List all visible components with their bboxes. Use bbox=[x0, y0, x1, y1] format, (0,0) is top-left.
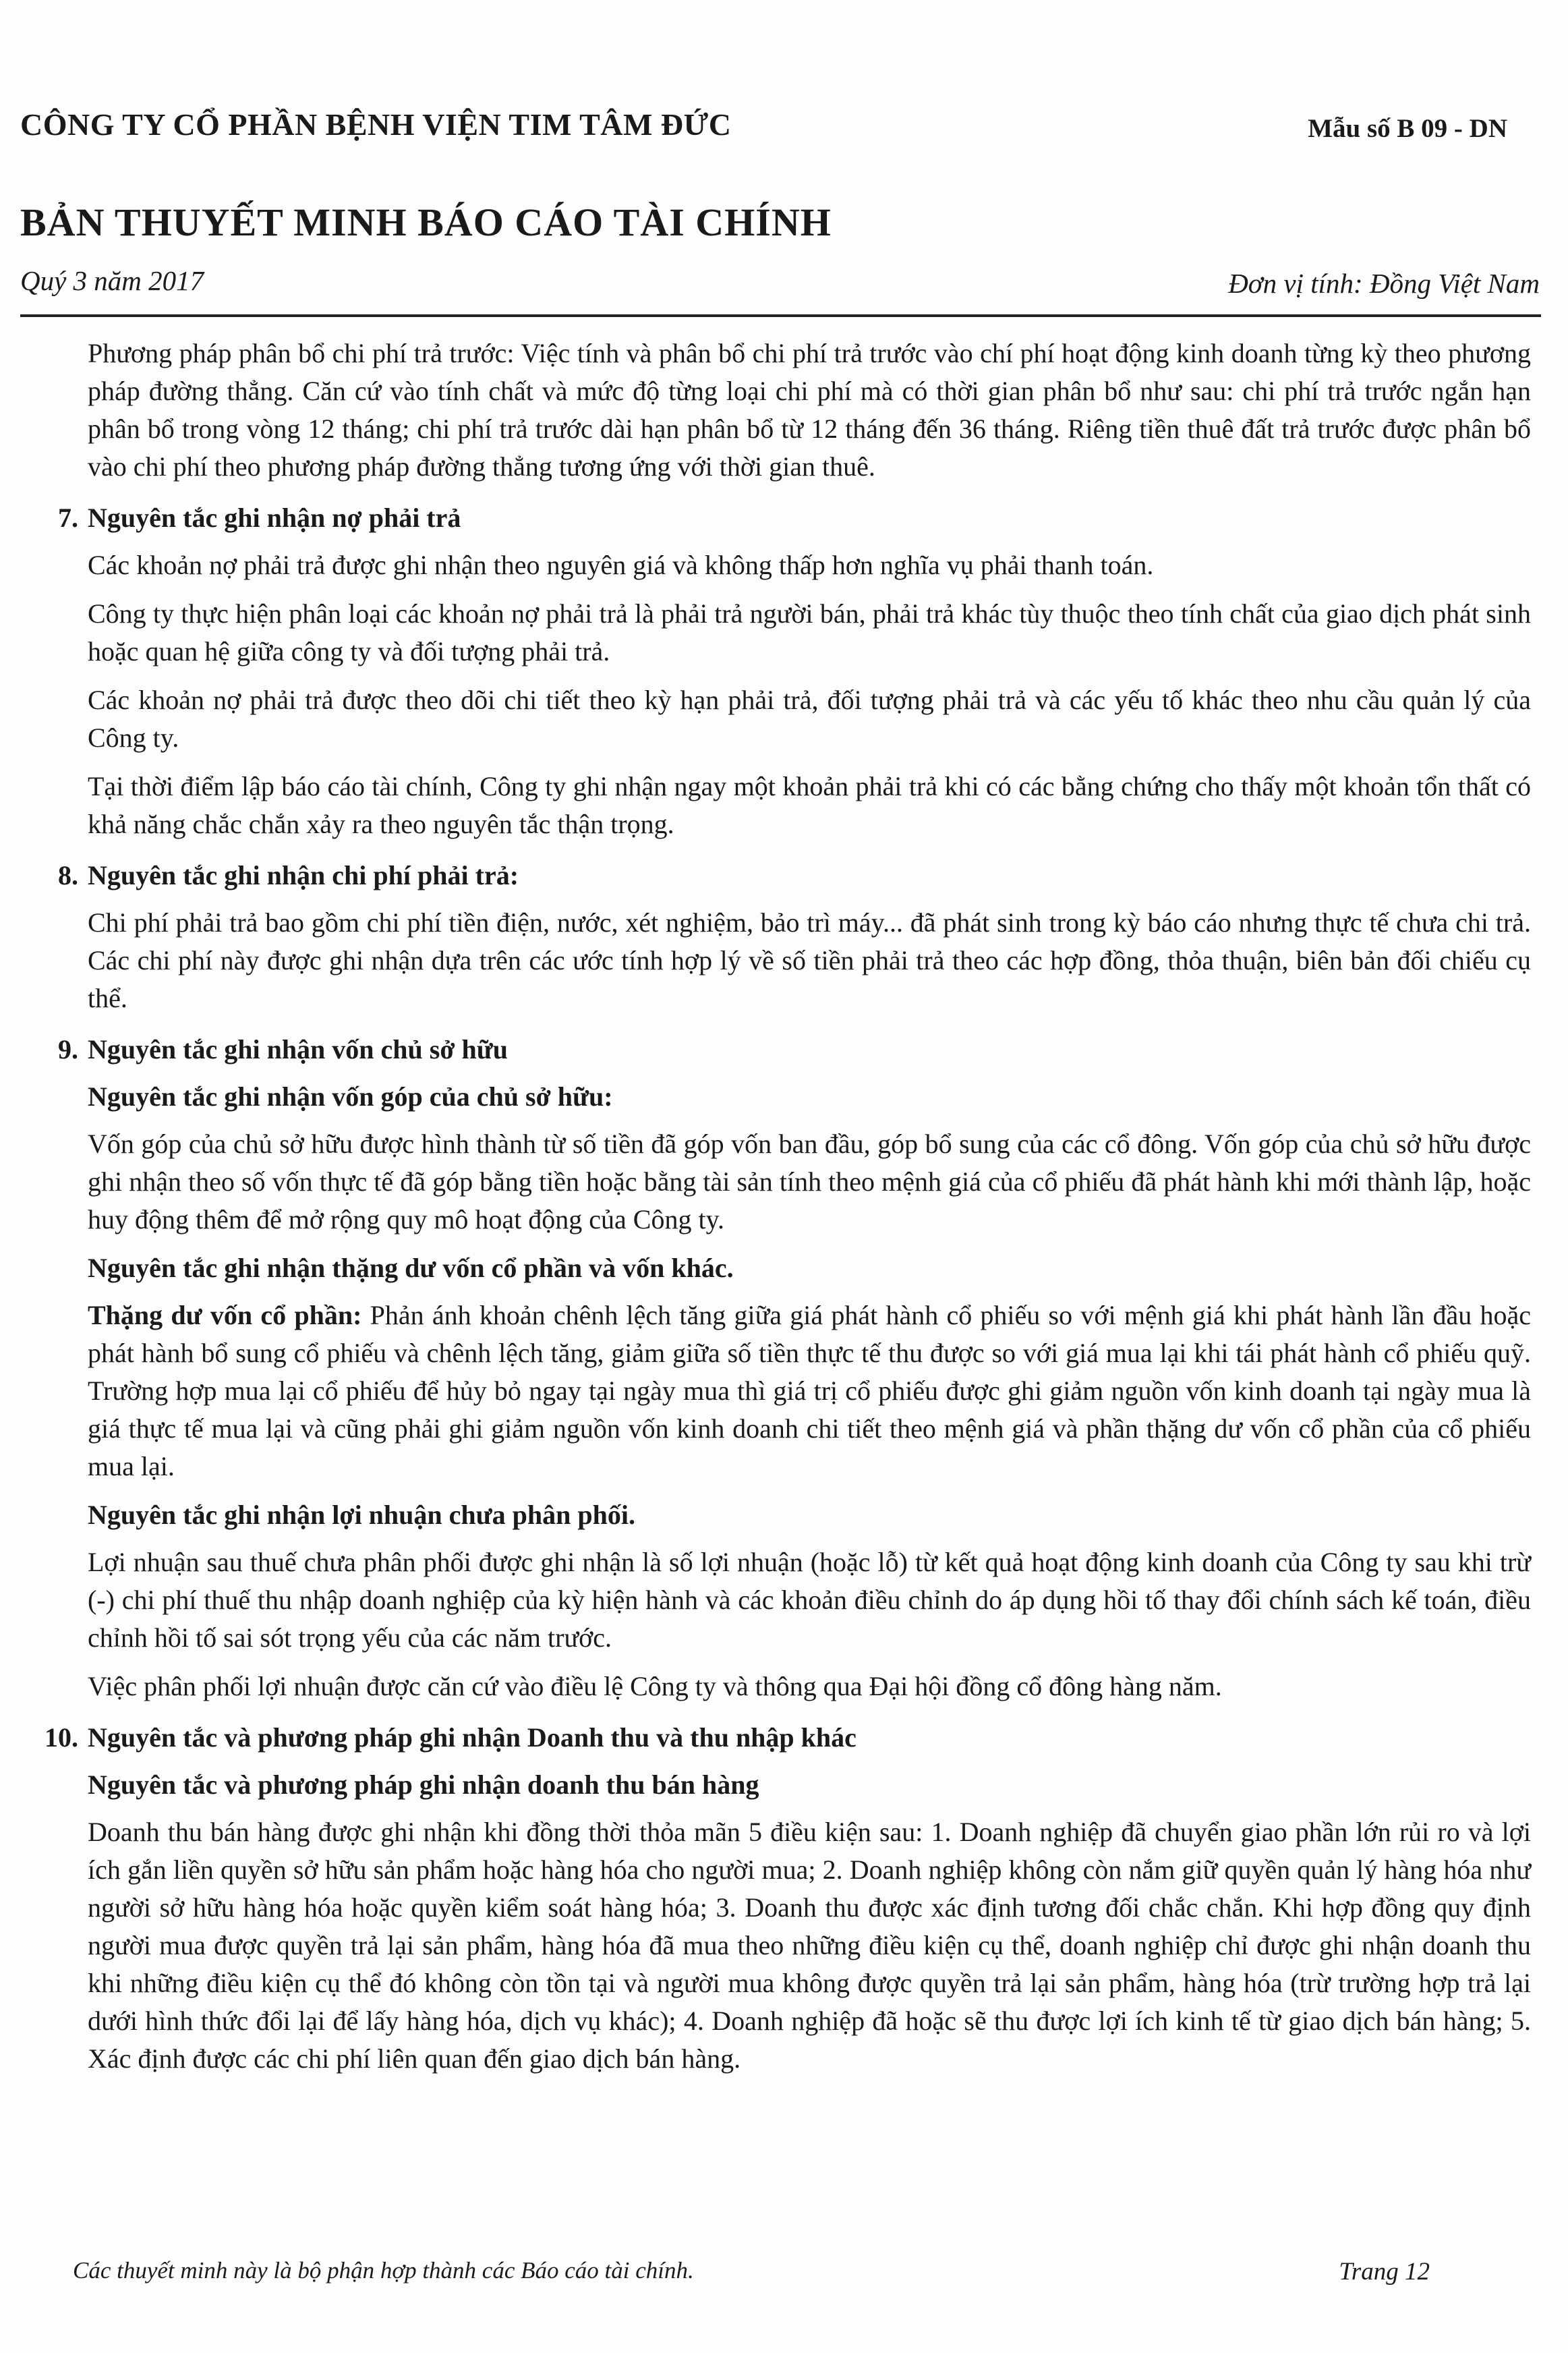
paragraph: Lợi nhuận sau thuế chưa phân phối được ghi nhận là số lợi nhuận (hoặc lỗ) từ kết quả hoạt động kinh doanh của Công ty sau khi trừ (-) chi phí thuế thu nhập doanh nghiệp của kỳ hiện hành và các khoản điều chỉnh do áp dụng hồi tố thay đổi chính sách kế toán, điều chỉnh hồi tố sai sót trọng yếu của các năm trước. bbox=[88, 1547, 1531, 1653]
company-name: CÔNG TY CỔ PHẦN BỆNH VIỆN TIM TÂM ĐỨC bbox=[20, 107, 732, 142]
currency-unit: Đơn vị tính: Đồng Việt Nam bbox=[1228, 268, 1540, 299]
subsection-title: Nguyên tắc ghi nhận lợi nhuận chưa phân phối. bbox=[88, 1500, 636, 1530]
section-title: Nguyên tắc ghi nhận nợ phải trả bbox=[88, 503, 461, 533]
document-body bbox=[20, 335, 1531, 2089]
header-divider bbox=[20, 314, 1541, 317]
paragraph: Việc phân phối lợi nhuận được căn cứ vào điều lệ Công ty và thông qua Đại hội đồng cổ đông hàng năm. bbox=[88, 1671, 1222, 1701]
paragraph: Các khoản nợ phải trả được theo dõi chi tiết theo kỳ hạn phải trả, đối tượng phải trả và các yếu tố khác theo nhu cầu quản lý của Công ty. bbox=[88, 685, 1531, 753]
section-10-heading bbox=[20, 1719, 1531, 1757]
paragraph: Công ty thực hiện phân loại các khoản nợ phải trả là phải trả người bán, phải trả khác tùy thuộc theo tính chất của giao dịch phát sinh hoặc quan hệ giữa công ty và đối tượng phải trả. bbox=[88, 598, 1531, 667]
paragraph: Doanh thu bán hàng được ghi nhận khi đồng thời thỏa mãn 5 điều kiện sau: 1. Doanh nghiệp đã chuyển giao phần lớn rủi ro và lợi ích gắn liền quyền sở hữu sản phẩm hoặc hàng hóa cho người mua; 2. Doanh nghiệp không còn nắm giữ quyền quản lý hàng hóa như người sở hữu hàng hóa hoặc quyền kiểm soát hàng hóa; 3. Doanh thu được xác định tương đối chắc chắn. Khi hợp đồng quy định người mua được quyền trả lại sản phẩm, hàng hóa đã mua theo những điều kiện cụ thể, doanh nghiệp chỉ được ghi nhận doanh thu khi những điều kiện cụ thể đó không còn tồn tại và người mua không được quyền trả lại sản phẩm, hàng hóa (trừ trường hợp trả lại dưới hình thức đổi lại để lấy hàng hóa, dịch vụ khác); 4. Doanh nghiệp đã hoặc sẽ thu được lợi ích kinh tế từ giao dịch bán hàng; 5. Xác định được các chi phí liên quan đến giao dịch bán hàng. bbox=[88, 1817, 1531, 2074]
section-number: 7. bbox=[58, 503, 78, 533]
section-number: 9. bbox=[58, 1034, 78, 1065]
paragraph: Tại thời điểm lập báo cáo tài chính, Công ty ghi nhận ngay một khoản phải trả khi có các bằng chứng cho thấy một khoản tổn thất có khả năng chắc chắn xảy ra theo nguyên tắc thận trọng. bbox=[88, 771, 1531, 839]
section-title: Nguyên tắc và phương pháp ghi nhận Doanh thu và thu nhập khác bbox=[88, 1722, 856, 1753]
paragraph: Chi phí phải trả bao gồm chi phí tiền điện, nước, xét nghiệm, bảo trì máy... đã phát sinh trong kỳ báo cáo nhưng thực tế chưa chi trả. Các chi phí này được ghi nhận dựa trên các ước tính hợp lý về số tiền phải trả theo các hợp đồng, thỏa thuận, biên bản đối chiếu cụ thể. bbox=[88, 907, 1531, 1013]
section-9-heading bbox=[20, 1031, 1531, 1069]
footer-note: Các thuyết minh này là bộ phận hợp thành các Báo cáo tài chính. bbox=[73, 2257, 694, 2284]
section-title: Nguyên tắc ghi nhận vốn chủ sở hữu bbox=[88, 1034, 509, 1065]
form-number: Mẫu số B 09 - DN bbox=[1308, 114, 1507, 143]
section-number: 8. bbox=[58, 860, 78, 890]
intro-paragraph: Phương pháp phân bổ chi phí trả trước: Việc tính và phân bổ chi phí trả trước vào chí phí hoạt động kinh doanh từng kỳ theo phương pháp đường thẳng. Căn cứ vào tính chất và mức độ từng loại chi phí mà có thời gian phân bổ như sau: chi phí trả trước ngắn hạn phân bổ trong vòng 12 tháng; chi phí trả trước dài hạn phân bổ từ 12 tháng đến 36 tháng. Riêng tiền thuê đất trả trước được phân bổ vào chi phí theo phương pháp đường thẳng tương ứng với thời gian thuê. bbox=[88, 338, 1531, 482]
subsection-title: Nguyên tắc và phương pháp ghi nhận doanh thu bán hàng bbox=[88, 1769, 759, 1800]
subsection-title: Nguyên tắc ghi nhận thặng dư vốn cổ phần và vốn khác. bbox=[88, 1253, 734, 1283]
section-7-heading bbox=[20, 499, 1531, 537]
paragraph-text: Phản ánh khoản chênh lệch tăng giữa giá phát hành cổ phiếu so với mệnh giá khi phát hành lần đầu hoặc phát hành bổ sung cổ phiếu và chênh lệch tăng, giảm giữa số tiền thực tế thu được so với giá mua lại khi tái phát hành cổ phiếu quỹ. Trường hợp mua lại cổ phiếu để hủy bỏ ngay tại ngày mua thì giá trị cổ phiếu được ghi giảm nguồn vốn kinh doanh tại ngày mua là giá thực tế mua lại và cũng phải ghi giảm nguồn vốn kinh doanh chi tiết theo mệnh giá và phần thặng dư vốn cổ phần của cổ phiếu mua lại. bbox=[88, 1300, 1532, 1481]
section-8-heading bbox=[20, 857, 1531, 895]
page-number: Trang 12 bbox=[1339, 2258, 1430, 2286]
paragraph-lead: Thặng dư vốn cổ phần: bbox=[88, 1300, 362, 1330]
paragraph bbox=[20, 1297, 1531, 1485]
section-title: Nguyên tắc ghi nhận chi phí phải trả: bbox=[88, 860, 519, 890]
subsection-title: Nguyên tắc ghi nhận vốn góp của chủ sở hữu: bbox=[88, 1081, 613, 1112]
section-number: 10. bbox=[45, 1722, 78, 1753]
paragraph: Vốn góp của chủ sở hữu được hình thành từ số tiền đã góp vốn ban đầu, góp bổ sung của các cổ đông. Vốn góp của chủ sở hữu được ghi nhận theo số vốn thực tế đã góp bằng tiền hoặc bằng tài sản tính theo mệnh giá của cổ phiếu đã phát hành khi mới thành lập, hoặc huy động thêm để mở rộng quy mô hoạt động của Công ty. bbox=[88, 1129, 1531, 1235]
paragraph: Các khoản nợ phải trả được ghi nhận theo nguyên giá và không thấp hơn nghĩa vụ phải thanh toán. bbox=[88, 550, 1154, 580]
document-title: BẢN THUYẾT MINH BÁO CÁO TÀI CHÍNH bbox=[20, 200, 832, 244]
reporting-period: Quý 3 năm 2017 bbox=[20, 265, 204, 296]
